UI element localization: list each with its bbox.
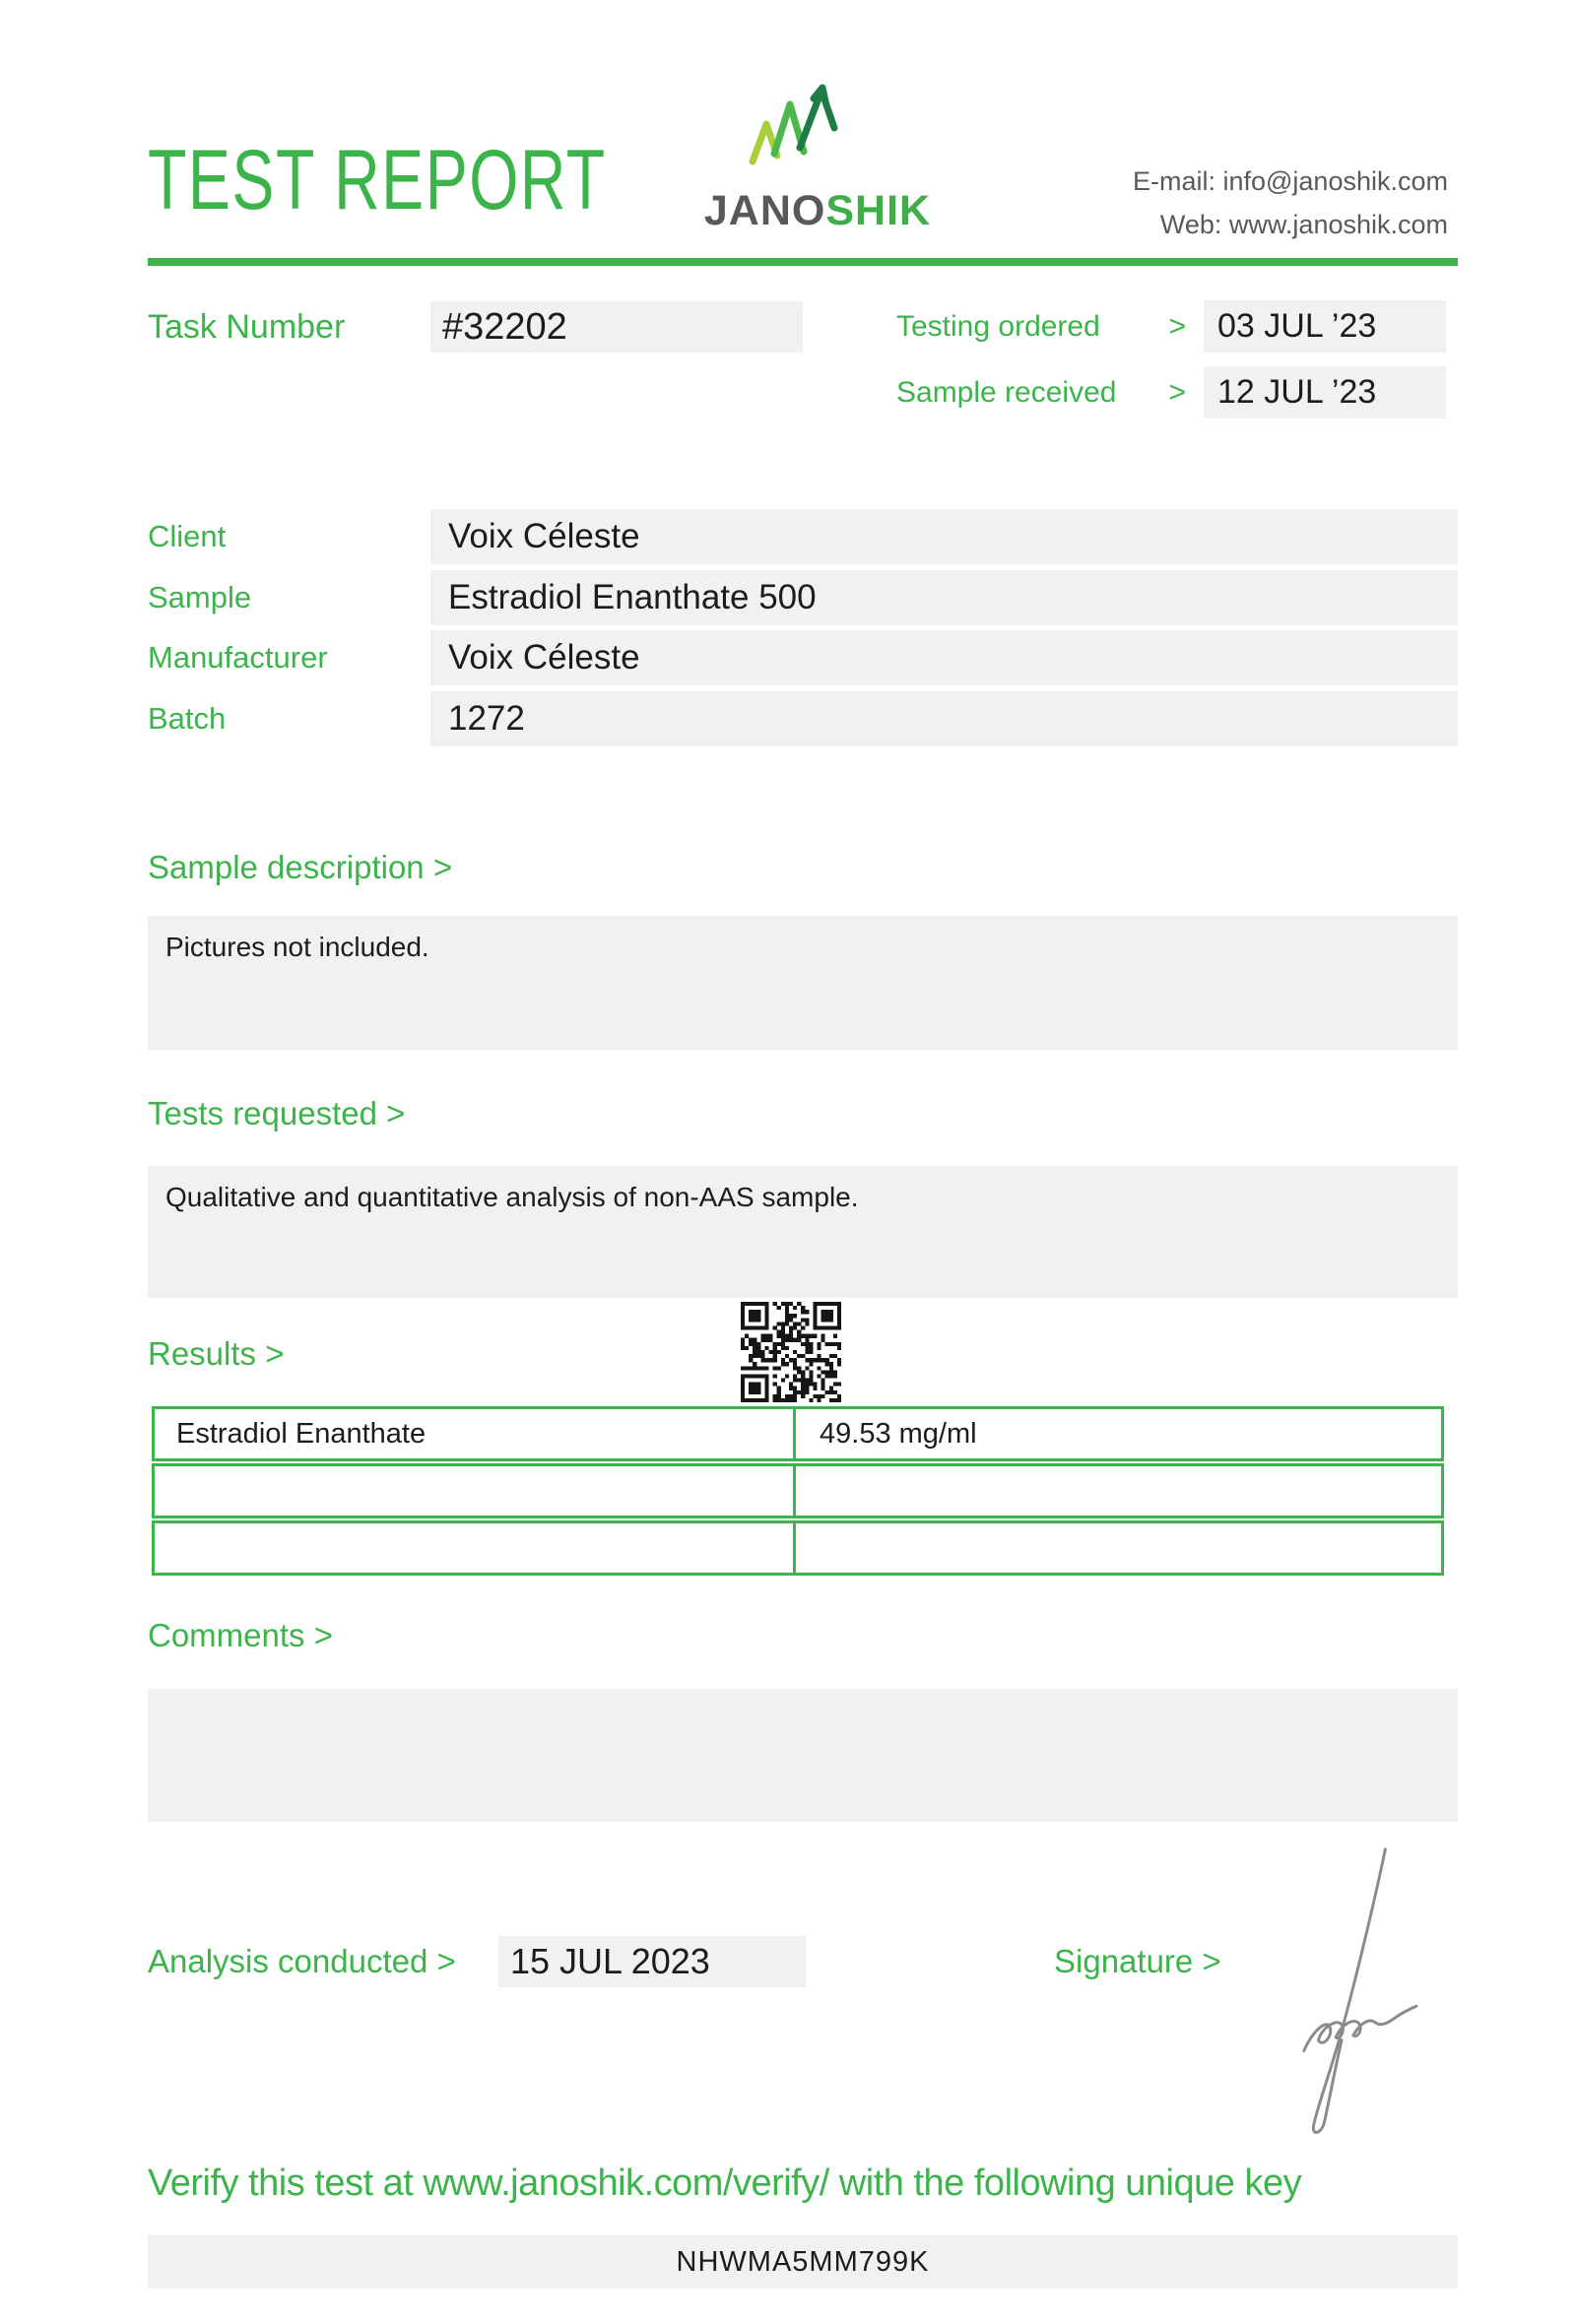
signature-label: Signature > [1054, 1943, 1221, 1979]
task-number-value: #32202 [430, 301, 803, 353]
task-number-label: Task Number [148, 308, 346, 346]
result-cell [796, 1466, 1441, 1516]
contact-web: Web: www.janoshik.com [1159, 210, 1448, 239]
sample-received-value: 12 JUL ’23 [1204, 366, 1446, 419]
testing-ordered-label: Testing ordered [896, 309, 1100, 343]
sample-description-heading: Sample description > [148, 849, 453, 885]
logo-text-green: SHIK [825, 187, 932, 234]
contact-block [1133, 160, 1448, 246]
sample-received-label: Sample received [896, 375, 1117, 409]
growth-chart-icon [745, 83, 847, 181]
qr-code [741, 1302, 841, 1402]
sample-description-text: Pictures not included. [165, 932, 429, 962]
chevron-right-icon: > [1168, 309, 1186, 343]
header-divider [148, 258, 1458, 266]
result-cell: 49.53 mg/ml [820, 1418, 977, 1450]
verify-key-box [148, 2235, 1458, 2289]
logo-wordmark [690, 187, 946, 235]
sample-received-row [896, 366, 1446, 419]
results-table [152, 1406, 1444, 1578]
results-row [152, 1406, 1444, 1461]
testing-ordered-row [896, 300, 1446, 353]
sample-description-box [148, 916, 1458, 1050]
analysis-date-value: 15 JUL 2023 [498, 1936, 806, 1987]
manufacturer-label: Manufacturer [148, 640, 328, 675]
manufacturer-value: Voix Céleste [430, 630, 1458, 685]
batch-value: 1272 [430, 691, 1458, 746]
client-value: Voix Céleste [430, 509, 1458, 564]
comments-box [148, 1689, 1458, 1822]
tests-requested-heading: Tests requested > [148, 1095, 406, 1131]
comments-heading: Comments > [148, 1617, 333, 1653]
tests-requested-text: Qualitative and quantitative analysis of non-AAS sample. [165, 1182, 859, 1212]
logo-text-gray: JANO [703, 187, 826, 234]
sample-label: Sample [148, 580, 252, 614]
result-cell [796, 1523, 1441, 1573]
results-row [152, 1463, 1444, 1518]
verify-key: NHWMA5MM799K [676, 2246, 930, 2278]
analyte-cell [155, 1523, 796, 1573]
client-label: Client [148, 519, 227, 553]
contact-email: E-mail: info@janoshik.com [1132, 166, 1448, 196]
chevron-right-icon: > [1168, 375, 1186, 409]
sample-value: Estradiol Enanthate 500 [430, 570, 1458, 625]
janoshik-logo [690, 83, 946, 236]
batch-label: Batch [148, 701, 227, 736]
tests-requested-box [148, 1166, 1458, 1298]
results-heading: Results > [148, 1335, 285, 1372]
results-row [152, 1520, 1444, 1576]
analyte-cell: Estradiol Enanthate [155, 1409, 796, 1458]
testing-ordered-value: 03 JUL ’23 [1204, 300, 1446, 353]
analysis-conducted-label: Analysis conducted > [148, 1943, 456, 1979]
analyte-cell [155, 1466, 796, 1516]
report-title: TEST REPORT [148, 133, 607, 227]
signature-scribble [1266, 1843, 1433, 2144]
verify-instruction: Verify this test at www.janoshik.com/verify/ with the following unique key [148, 2163, 1302, 2204]
